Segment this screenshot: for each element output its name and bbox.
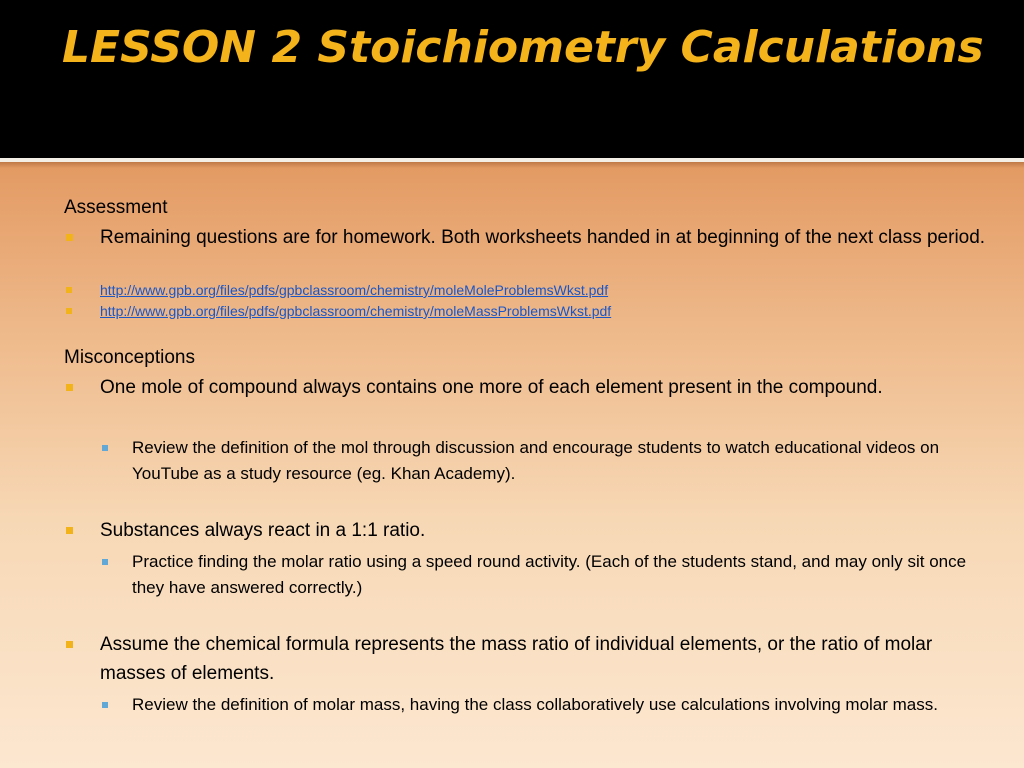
slide-title: LESSON 2 Stoichiometry Calculations — [62, 22, 984, 73]
misconceptions-heading: Misconceptions — [64, 347, 195, 368]
misconception-remedy-text: Review the definition of molar mass, having the class collaboratively use calculations involving molar mass. — [132, 695, 938, 714]
misconception-text: Assume the chemical formula represents the mass ratio of individual elements, or the ratio of molar masses of elements. — [100, 634, 933, 684]
misconception-text: One mole of compound always contains one more of each element present in the compound. — [100, 377, 883, 398]
misconception-remedy — [132, 435, 992, 487]
worksheet-link-item — [100, 280, 990, 300]
square-bullet-icon — [66, 287, 72, 293]
assessment-bullet — [100, 223, 990, 252]
assessment-bullet-text: Remaining questions are for homework. Both worksheets handed in at beginning of the next class period. — [100, 227, 986, 248]
square-sub-bullet-icon — [102, 445, 108, 451]
misconception-item — [100, 373, 990, 402]
misconception-remedy-text: Review the definition of the mol through discussion and encourage students to watch educational videos on YouTube as a study resource (eg. Khan Academy). — [132, 438, 940, 483]
mole-mass-worksheet-link[interactable]: http://www.gpb.org/files/pdfs/gpbclassroom/chemistry/moleMassProblemsWkst.pdf — [100, 303, 612, 319]
square-bullet-icon — [66, 641, 73, 648]
misconception-item — [100, 516, 990, 545]
misconception-remedy — [132, 549, 992, 601]
mole-mole-worksheet-link[interactable]: http://www.gpb.org/files/pdfs/gpbclassroom/chemistry/moleMoleProblemsWkst.pdf — [100, 282, 609, 298]
square-bullet-icon — [66, 308, 72, 314]
worksheet-link-item — [100, 301, 990, 321]
square-sub-bullet-icon — [102, 702, 108, 708]
square-bullet-icon — [66, 527, 73, 534]
square-bullet-icon — [66, 384, 73, 391]
assessment-heading: Assessment — [64, 197, 168, 218]
misconception-item — [100, 630, 990, 688]
square-bullet-icon — [66, 234, 73, 241]
square-sub-bullet-icon — [102, 559, 108, 565]
misconception-remedy-text: Practice finding the molar ratio using a speed round activity. (Each of the students stand, and may only sit once they have answered correctly.) — [132, 552, 967, 597]
misconception-remedy — [132, 692, 992, 718]
misconception-text: Substances always react in a 1:1 ratio. — [100, 520, 426, 541]
